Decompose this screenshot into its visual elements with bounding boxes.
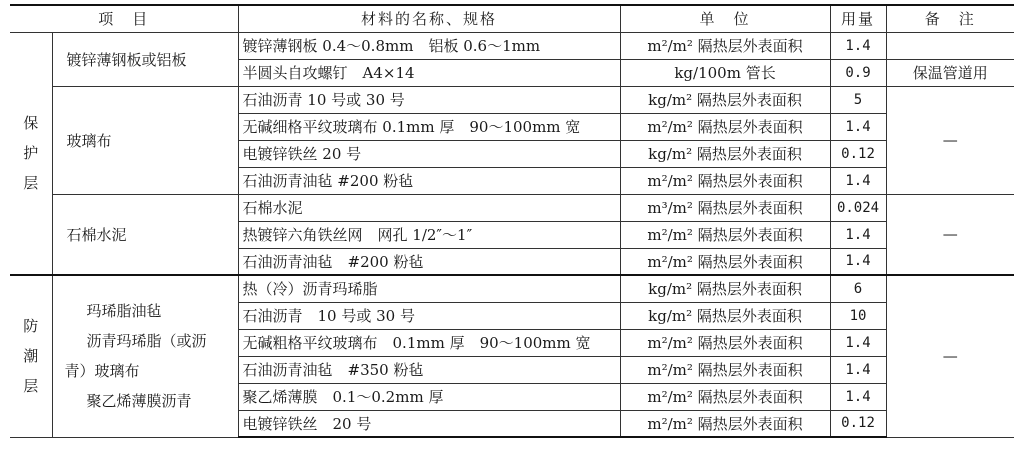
qty-cell: 1.4 [830, 248, 886, 275]
table-row [10, 32, 1014, 59]
qty-cell: 10 [830, 302, 886, 329]
materials-table [10, 4, 1014, 438]
note-cell [886, 32, 1014, 59]
materials-table-wrapper [10, 4, 1014, 438]
qty-cell: 1.4 [830, 221, 886, 248]
qty-cell: 0.9 [830, 59, 886, 86]
category-char: 层 [23, 377, 39, 396]
qty-cell: 5 [830, 86, 886, 113]
unit-cell: m²/m² 隔热层外表面积 [620, 221, 830, 248]
category-char: 防 [23, 317, 39, 336]
material-cell: 石油沥青 10 号或 30 号 [238, 86, 620, 113]
material-cell: 无碱细格平纹玻璃布 0.1mm 厚 90～100mm 宽 [238, 113, 620, 140]
category-cell [10, 32, 52, 275]
unit-cell: m²/m² 隔热层外表面积 [620, 167, 830, 194]
category-char: 潮 [23, 347, 39, 366]
material-cell: 石油沥青油毡 #200 粉毡 [238, 248, 620, 275]
header-item: 项 目 [10, 5, 238, 32]
material-cell: 电镀锌铁丝 20 号 [238, 140, 620, 167]
subitem-cell: 镀锌薄钢板或铝板 [52, 32, 238, 86]
qty-cell: 6 [830, 275, 886, 302]
header-unit: 单 位 [620, 5, 830, 32]
qty-cell: 1.4 [830, 356, 886, 383]
header-material: 材料的名称、规格 [238, 5, 620, 32]
material-cell: 石油沥青油毡 #350 粉毡 [238, 356, 620, 383]
qty-cell: 1.4 [830, 383, 886, 410]
material-cell: 石油沥青 10 号或 30 号 [238, 302, 620, 329]
qty-cell: 0.024 [830, 194, 886, 221]
material-cell: 石棉水泥 [238, 194, 620, 221]
unit-cell: kg/m² 隔热层外表面积 [620, 302, 830, 329]
note-cell: — [886, 275, 1014, 437]
qty-cell: 1.4 [830, 32, 886, 59]
table-row [10, 194, 1014, 221]
material-cell: 石油沥青油毡 #200 粉毡 [238, 167, 620, 194]
note-cell: — [886, 86, 1014, 194]
subitem-cell: 玻璃布 [52, 86, 238, 194]
unit-cell: m²/m² 隔热层外表面积 [620, 410, 830, 437]
category-char: 护 [23, 144, 39, 163]
category-char: 层 [23, 174, 39, 193]
subitem-line: 青）玻璃布 [64, 362, 140, 381]
table-header-row [10, 5, 1014, 32]
category-cell [10, 275, 52, 437]
material-cell: 镀锌薄钢板 0.4～0.8mm 铝板 0.6～1mm [238, 32, 620, 59]
header-qty: 用量 [830, 5, 886, 32]
table-body [10, 32, 1014, 437]
subitem-cell [52, 275, 238, 437]
material-cell: 热（冷）沥青玛琋脂 [238, 275, 620, 302]
subitem-cell: 石棉水泥 [52, 194, 238, 275]
unit-cell: kg/m² 隔热层外表面积 [620, 140, 830, 167]
note-cell: — [886, 194, 1014, 275]
unit-cell: m²/m² 隔热层外表面积 [620, 329, 830, 356]
material-cell: 电镀锌铁丝 20 号 [238, 410, 620, 437]
unit-cell: m²/m² 隔热层外表面积 [620, 113, 830, 140]
category-char: 保 [23, 114, 39, 133]
unit-cell: m²/m² 隔热层外表面积 [620, 356, 830, 383]
material-cell: 热镀锌六角铁丝网 网孔 1/2″～1″ [238, 221, 620, 248]
unit-cell: m³/m² 隔热层外表面积 [620, 194, 830, 221]
qty-cell: 1.4 [830, 329, 886, 356]
table-row [10, 86, 1014, 113]
unit-cell: kg/m² 隔热层外表面积 [620, 275, 830, 302]
unit-cell: m²/m² 隔热层外表面积 [620, 32, 830, 59]
unit-cell: kg/m² 隔热层外表面积 [620, 86, 830, 113]
material-cell: 半圆头自攻螺钉 A4×14 [238, 59, 620, 86]
unit-cell: m²/m² 隔热层外表面积 [620, 383, 830, 410]
subitem-line: 玛琋脂油毡 [86, 302, 162, 321]
material-cell: 聚乙烯薄膜 0.1～0.2mm 厚 [238, 383, 620, 410]
qty-cell: 0.12 [830, 410, 886, 437]
material-cell: 无碱粗格平纹玻璃布 0.1mm 厚 90～100mm 宽 [238, 329, 620, 356]
table-row [10, 275, 1014, 302]
qty-cell: 0.12 [830, 140, 886, 167]
qty-cell: 1.4 [830, 167, 886, 194]
qty-cell: 1.4 [830, 113, 886, 140]
subitem-line: 沥青玛琋脂（或沥 [86, 332, 207, 351]
unit-cell: m²/m² 隔热层外表面积 [620, 248, 830, 275]
header-note: 备 注 [886, 5, 1014, 32]
note-cell: 保温管道用 [886, 59, 1014, 86]
subitem-line: 聚乙烯薄膜沥青 [86, 392, 192, 411]
unit-cell: kg/100m 管长 [620, 59, 830, 86]
